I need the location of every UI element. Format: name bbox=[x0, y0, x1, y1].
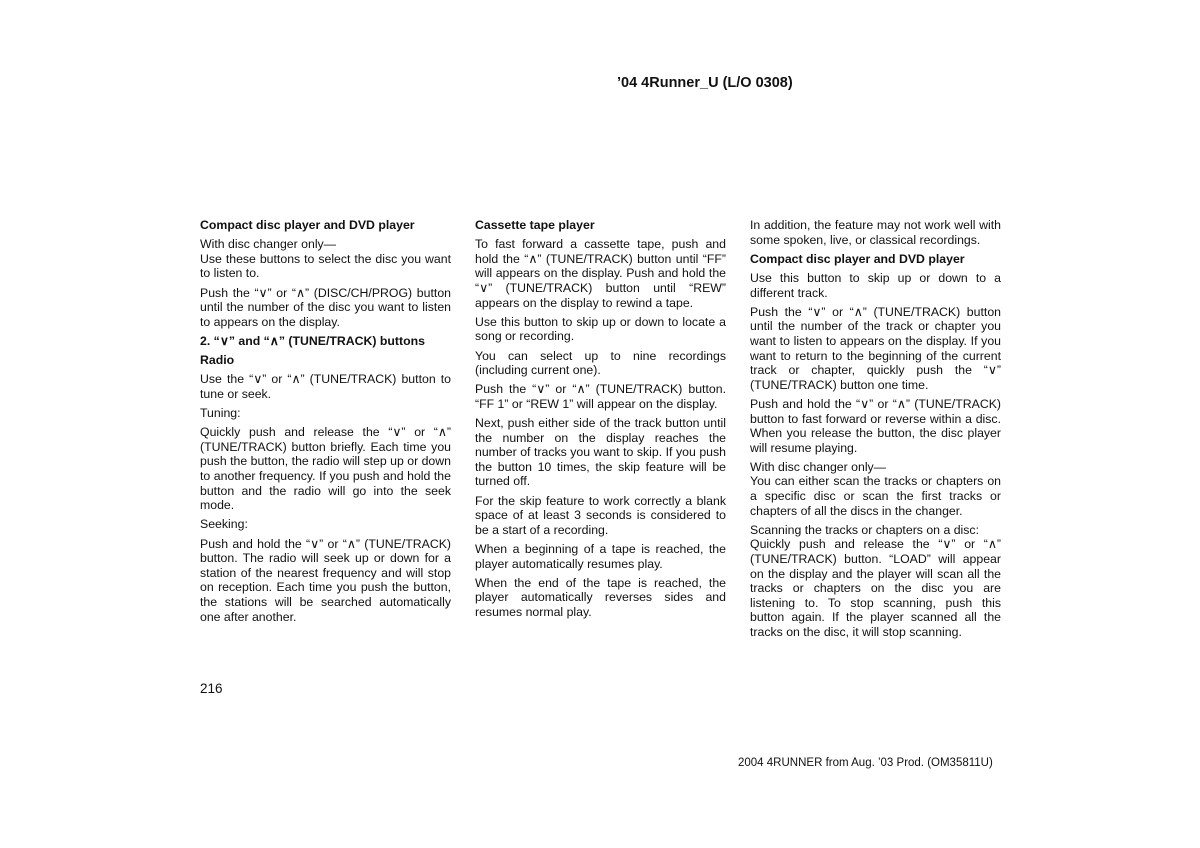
paragraph: Scanning the tracks or chapters on a disc: bbox=[750, 522, 979, 537]
section-heading-cd-dvd: Compact disc player and DVD player bbox=[200, 218, 415, 232]
paragraph: Push and hold the “∨” or “∧” (TUNE/TRACK) button to fast forward or reverse within a disc. When you release the button, the disc player will resume playing. bbox=[750, 396, 1001, 455]
paragraph: Push the “∨” or “∧” (TUNE/TRACK) button until the number of the track or chapter you want to listen to appears on the display. If you want to return to the beginning of the current track or chapter, quickly push the “∨” (TUNE/TRACK) button one time. bbox=[750, 304, 1001, 392]
section-heading-tune-track: 2. “∨” and “∧” (TUNE/TRACK) buttons bbox=[200, 333, 425, 348]
paragraph: You can either scan the tracks or chapters on a specific disc or scan the first tracks or chapters of all the discs in the changer. bbox=[750, 474, 1001, 518]
paragraph: Push the “∨” or “∧” (DISC/CH/PROG) button until the number of the disc you want to listen to appears on the display. bbox=[200, 285, 451, 329]
paragraph: With disc changer only— bbox=[750, 459, 887, 474]
paragraph: Tuning: bbox=[200, 406, 241, 421]
paragraph: Push and hold the “∨” or “∧” (TUNE/TRACK) button. The radio will seek up or down for a station of the nearest frequency and will stop on reception. Each time you push the button, the stations will be searched automatically one after another. bbox=[200, 536, 451, 624]
section-heading-cassette: Cassette tape player bbox=[475, 218, 595, 232]
paragraph: Use the “∨” or “∧” (TUNE/TRACK) button to tune or seek. bbox=[200, 372, 451, 401]
footer-text: 2004 4RUNNER from Aug. ’03 Prod. (OM35811U) bbox=[738, 757, 993, 769]
paragraph: For the skip feature to work correctly a blank space of at least 3 seconds is considered to be a start of a recording. bbox=[475, 493, 726, 537]
document-header: ’04 4Runner_U (L/O 0308) bbox=[617, 75, 793, 91]
column-left bbox=[200, 218, 451, 629]
paragraph: Quickly push and release the “∨” or “∧” (TUNE/TRACK) button briefly. Each time you push the button, the radio will step up or down to another frequency. If you push and hold the button and the radio will go into the seek mode. bbox=[200, 425, 451, 513]
paragraph: Next, push either side of the track button until the number on the display reaches the number of tracks you want to skip. If you push the button 10 times, the skip feature will be turned off. bbox=[475, 416, 726, 489]
column-middle bbox=[475, 218, 726, 624]
paragraph: Seeking: bbox=[200, 517, 248, 532]
section-heading-radio: Radio bbox=[200, 353, 235, 368]
paragraph: To fast forward a cassette tape, push and hold the “∧” (TUNE/TRACK) button until “FF” will appears on the display. Push and hold the “∨” (TUNE/TRACK) button until “REW” appears on the display to rewind a tape. bbox=[475, 237, 726, 310]
paragraph: Quickly push and release the “∨” or “∧” (TUNE/TRACK) button. “LOAD” will appear on the display and the player will scan all the tracks or chapters on the disc you are listening to. To stop scanning, push this button again. If the player scanned all the tracks on the disc, it will stop scanning. bbox=[750, 537, 1001, 639]
column-right bbox=[750, 218, 1001, 644]
paragraph: Push the “∨” or “∧” (TUNE/TRACK) button. “FF 1” or “REW 1” will appear on the display. bbox=[475, 382, 726, 411]
section-heading-cd-dvd: Compact disc player and DVD player bbox=[750, 251, 965, 266]
page-number: 216 bbox=[200, 681, 223, 696]
paragraph: You can select up to nine recordings (including current one). bbox=[475, 348, 726, 378]
paragraph: With disc changer only— bbox=[200, 237, 337, 252]
paragraph: When a beginning of a tape is reached, the player automatically resumes play. bbox=[475, 542, 726, 571]
paragraph: Use this button to skip up or down to locate a song or recording. bbox=[475, 314, 726, 344]
paragraph: Use this button to skip up or down to a different track. bbox=[750, 270, 1001, 300]
paragraph: When the end of the tape is reached, the player automatically reverses sides and resumes normal play. bbox=[475, 575, 726, 619]
paragraph: In addition, the feature may not work well with some spoken, live, or classical recordings. bbox=[750, 218, 1001, 247]
paragraph: Use these buttons to select the disc you want to listen to. bbox=[200, 251, 451, 281]
